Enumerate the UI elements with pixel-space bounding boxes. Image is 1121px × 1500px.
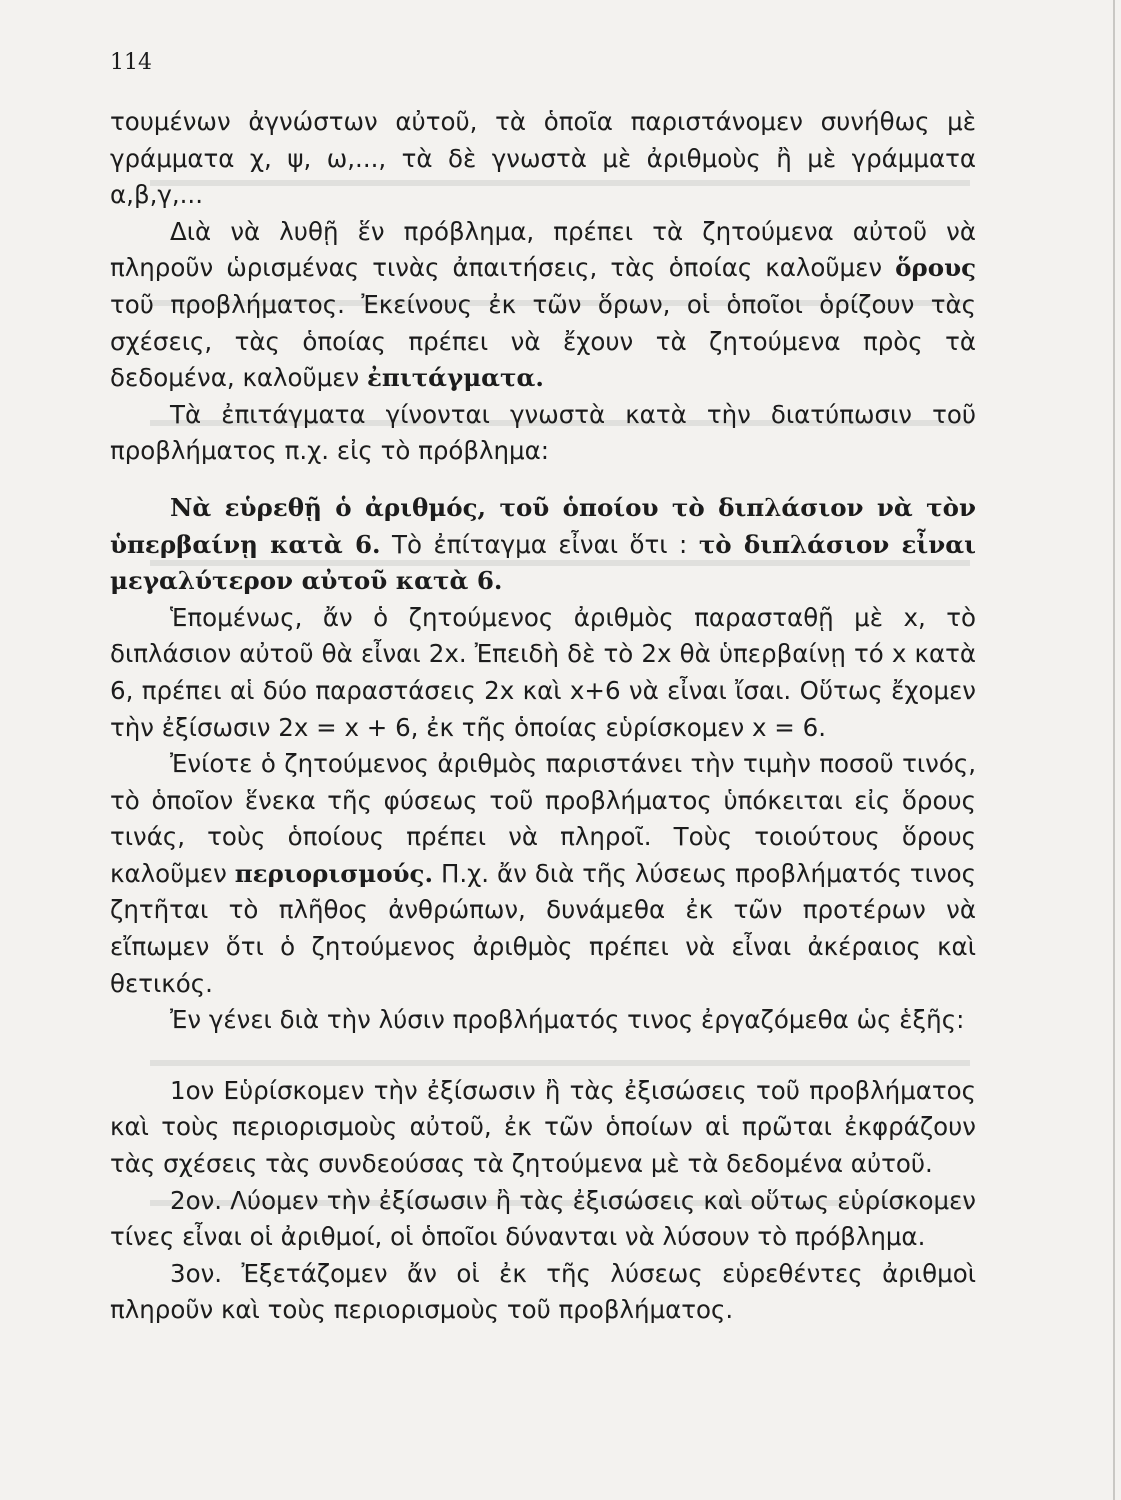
paragraph-6-text-a: Ἐνίοτε ὁ ζητούμενος ἀριθμὸς παριστάνει τὴν τιμὴν ποσοῦ τινός, τὸ ὁποῖον ἕνεκα τῆς φύσεως τοῦ προβλήματος ὑπόκειται εἰς ὅρους τινάς, τοὺς ὁποίους πρέπει νὰ πληροῖ. Τοὺς τοιούτους ὅρους καλοῦμεν: [110, 749, 976, 888]
paragraph-1: τουμένων ἀγνώστων αὐτοῦ, τὰ ὁποῖα παριστάνομεν συνήθως μὲ γράμματα χ, ψ, ω,..., τὰ δὲ γνωστὰ μὲ ἀριθμοὺς ἢ μὲ γράμματα α,β,γ,...: [110, 107, 976, 210]
paragraph-3: Τὰ ἐπιτάγματα γίνονται γνωστὰ κατὰ τὴν διατύπωσιν τοῦ προβλήματος π.χ. εἰς τὸ πρόβλημα:: [110, 399, 976, 466]
problem-statement: Νὰ εὑρεθῇ ὁ ἀριθμός, τοῦ ὁποίου τὸ διπλάσιον νὰ τὸν ὑπερβαίνῃ κατὰ 6.: [110, 492, 976, 559]
paragraph-7: Ἐν γένει διὰ τὴν λύσιν προβλήματός τινος ἐργαζόμεθα ὡς ἑξῆς:: [170, 1005, 965, 1035]
term-periorismoi: περιορισμούς.: [234, 858, 433, 888]
paragraph-5: Ἑπομένως, ἄν ὁ ζητούμενος ἀριθμὸς παρασταθῇ μὲ x, τὸ διπλάσιον αὐτοῦ θὰ εἶναι 2x. Ἐπειδὴ δὲ τὸ 2x θὰ ὑπερβαίνῃ τό x κατὰ 6, πρέπει αἱ δύο παραστάσεις 2x καὶ x+6 νὰ εἶναι ἴσαι. Οὕτως ἔχομεν τὴν ἐξίσωσιν 2x = x + 6, ἐκ τῆς ὁποίας εὑρίσκομεν x = 6.: [110, 602, 976, 742]
term-epitagmata: ἐπιτάγματα.: [367, 363, 544, 393]
paragraph-4: [110, 490, 976, 600]
body-text: [110, 104, 976, 1329]
constraint-statement: τὸ διπλάσιον εἶναι μεγαλύτερον αὐτοῦ κατὰ 6.: [110, 529, 976, 596]
paragraph-2: [110, 214, 976, 397]
step-3: 3ον. Ἐξετάζομεν ἄν οἱ ἐκ τῆς λύσεως εὑρεθέντες ἀριθμοὶ πληροῦν καὶ τοὺς περιορισμοὺς τοῦ προβλήματος.: [110, 1258, 976, 1325]
paragraph-2-text-a: Διὰ νὰ λυθῇ ἕν πρόβλημα, πρέπει τὰ ζητούμενα αὐτοῦ νὰ πληροῦν ὡρισμένας τινὰς ἀπαιτήσεις, τὰς ὁποίας καλοῦμεν: [110, 216, 976, 283]
page-number: 114: [110, 50, 152, 75]
paragraph-2-text-b: τοῦ προβλήματος. Ἐκείνους ἐκ τῶν ὅρων, οἱ ὁποῖοι ὁρίζουν τὰς σχέσεις, τὰς ὁποίας πρέπει νὰ ἔχουν τὰ ζητούμενα πρὸς τὰ δεδομένα, καλοῦμεν: [110, 289, 976, 393]
term-horoi: ὅρους: [895, 253, 976, 283]
page-edge-line: [1113, 0, 1115, 1500]
paragraph-4-text: Τὸ ἐπίταγμα εἶναι ὅτι :: [380, 529, 699, 559]
paragraph-6: [110, 746, 976, 1002]
paragraph-6-text-b: Π.χ. ἄν διὰ τῆς λύσεως προβλήματός τινος ζητῆται τὸ πλῆθος ἀνθρώπων, δυνάμεθα ἐκ τῶν προτέρων νὰ εἴπωμεν ὅτι ὁ ζητούμενος ἀριθμὸς πρέπει νὰ εἶναι ἀκέραιος καὶ θετικός.: [110, 858, 976, 998]
step-2: 2ον. Λύομεν τὴν ἐξίσωσιν ἢ τὰς ἐξισώσεις καὶ οὕτως εὑρίσκομεν τίνες εἶναι οἱ ἀριθμοί, οἱ ὁποῖοι δύνανται νὰ λύσουν τὸ πρόβλημα.: [110, 1185, 976, 1252]
step-1: 1ον Εὑρίσκομεν τὴν ἐξίσωσιν ἢ τὰς ἐξισώσεις τοῦ προβλήματος καὶ τοὺς περιορισμοὺς αὐτοῦ, ἐκ τῶν ὁποίων αἱ πρῶται ἐκφράζουν τὰς σχέσεις τὰς συνδεούσας τὰ ζητούμενα μὲ τὰ δεδομένα αὐτοῦ.: [110, 1075, 976, 1179]
